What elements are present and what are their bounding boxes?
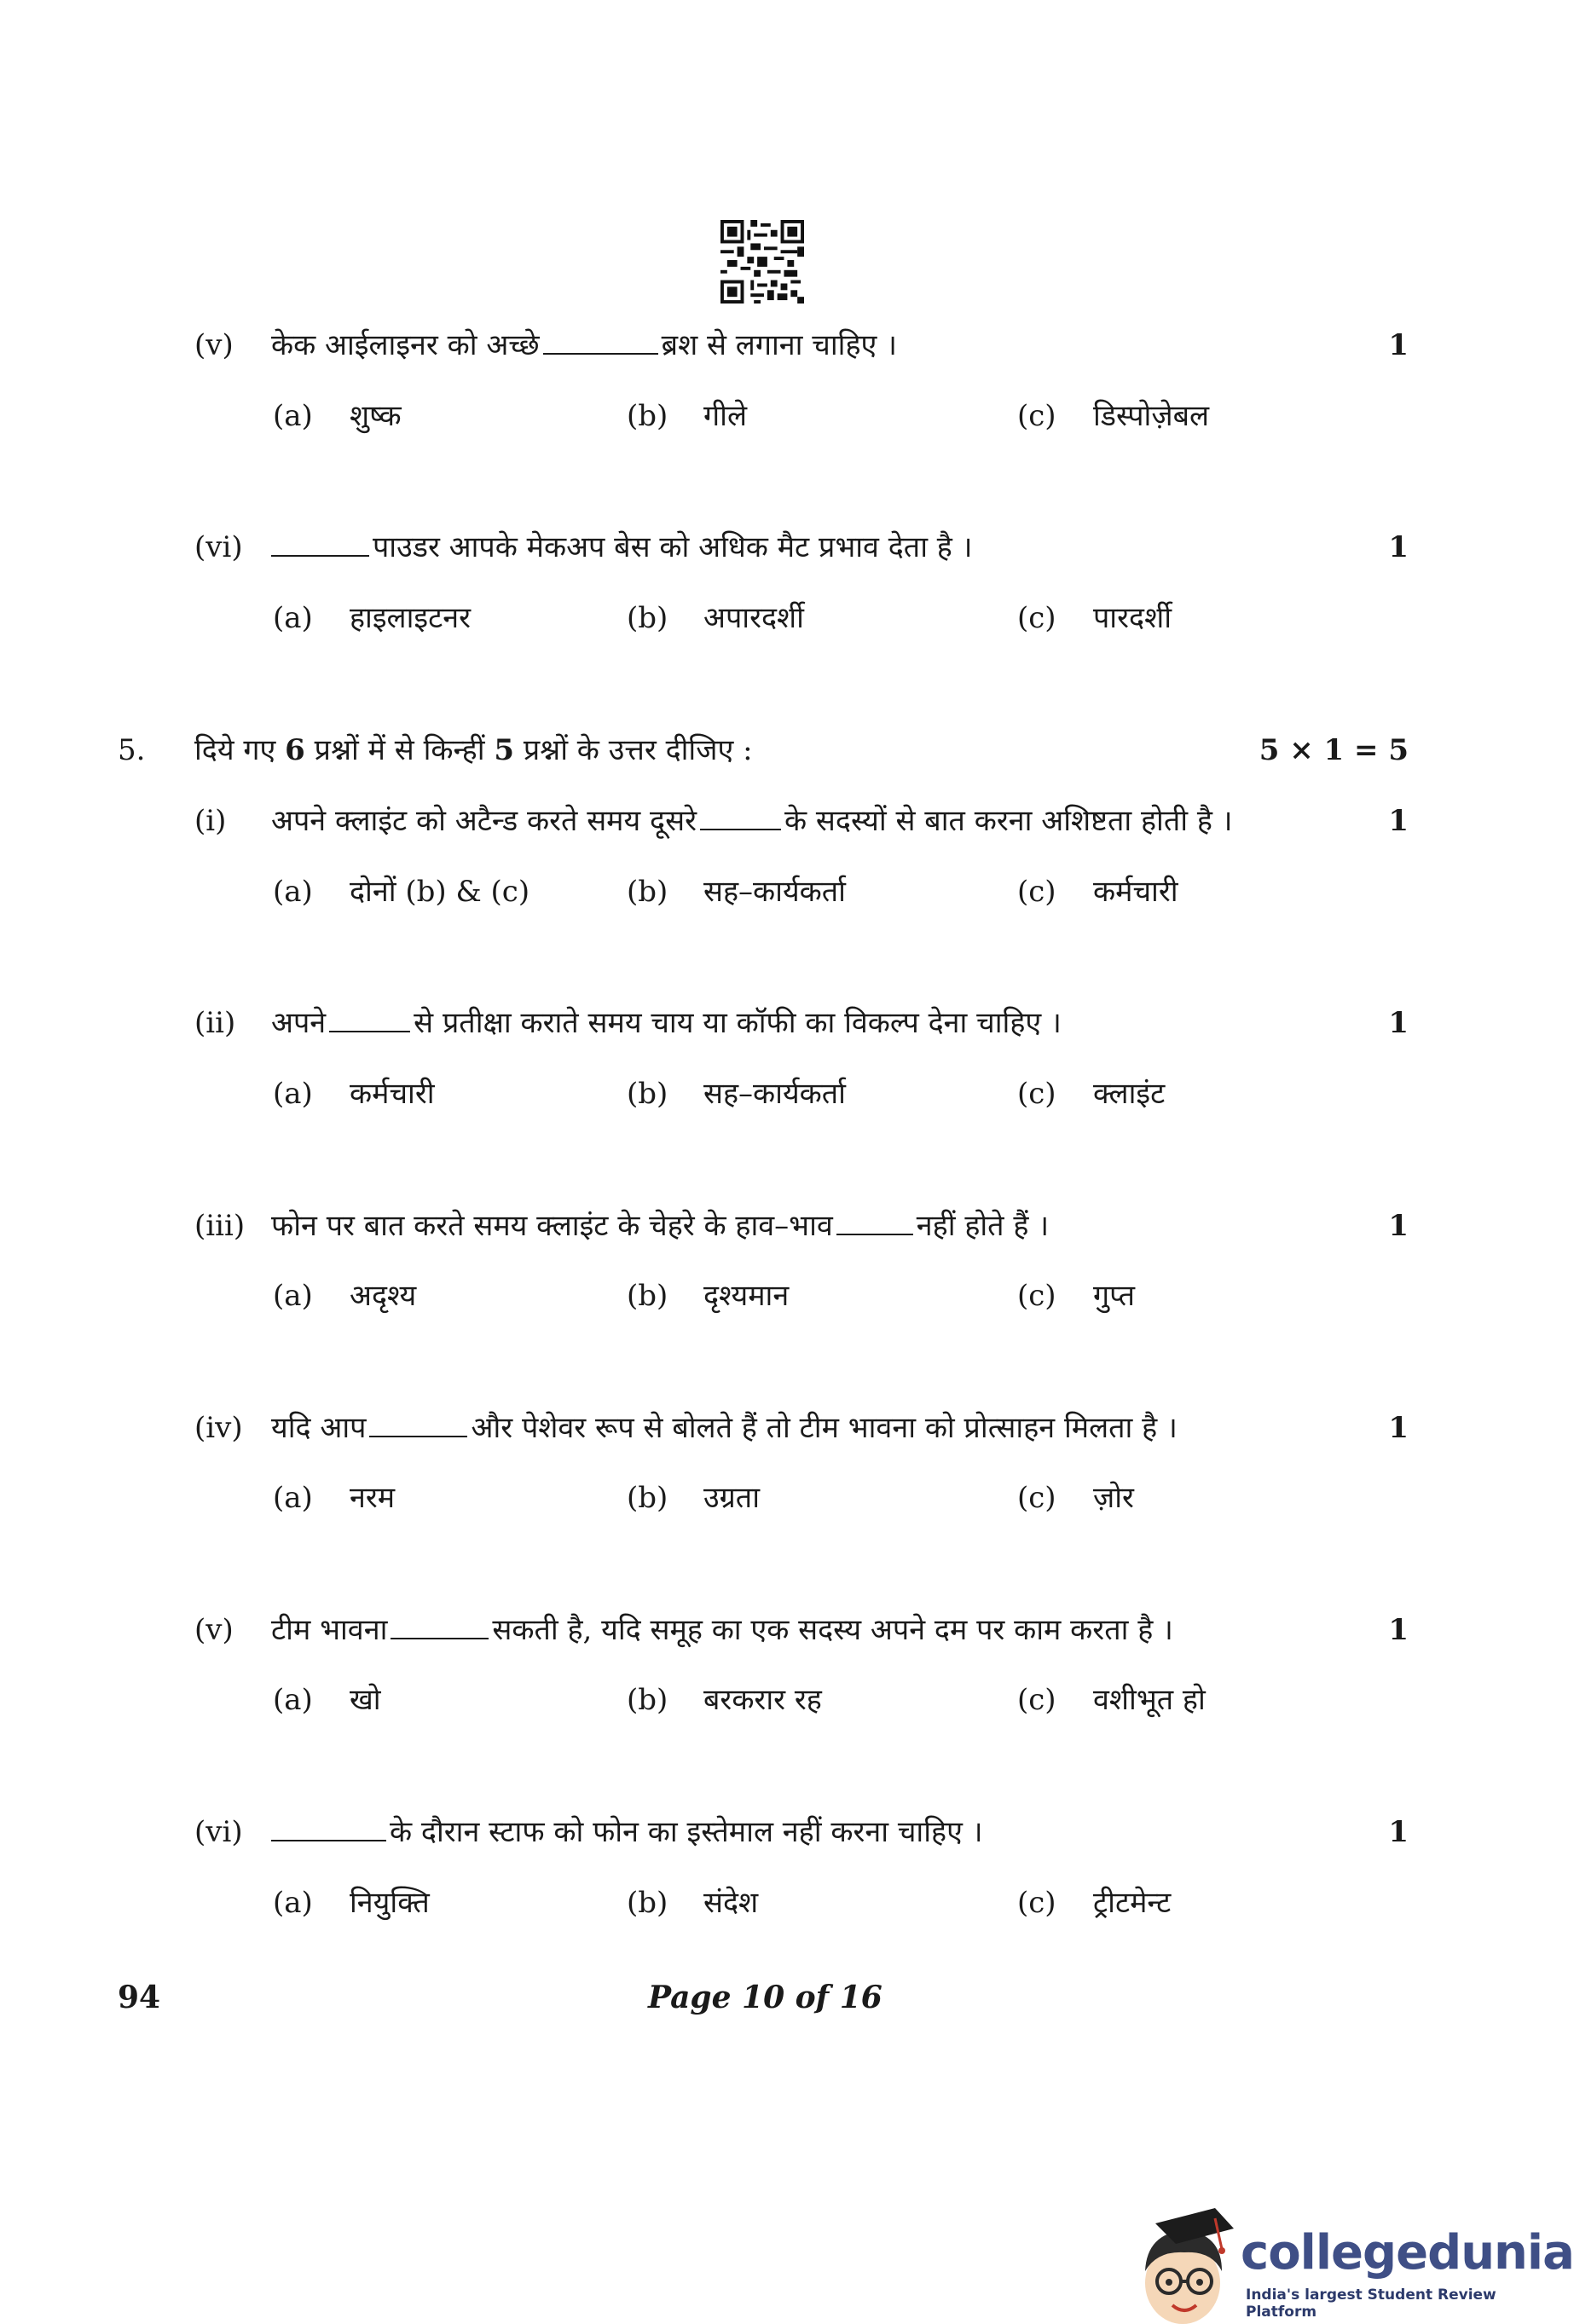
option-label: (a) bbox=[273, 399, 313, 433]
option-label: (b) bbox=[627, 1279, 668, 1313]
question-number: (i) bbox=[194, 804, 227, 838]
option-text: पारदर्शी bbox=[1093, 601, 1172, 635]
option-text: वशीभूत हो bbox=[1093, 1683, 1206, 1717]
question-marks: 1 bbox=[1388, 328, 1409, 362]
option-text: नरम bbox=[350, 1481, 396, 1515]
question-marks: 1 bbox=[1388, 804, 1409, 838]
question-marks: 1 bbox=[1388, 1209, 1409, 1243]
option-text: गीले bbox=[703, 399, 747, 433]
question-marks: 1 bbox=[1388, 530, 1409, 564]
option-text: अपारदर्शी bbox=[703, 601, 804, 635]
option-label: (b) bbox=[627, 1481, 668, 1515]
option-text: डिस्पोज़ेबल bbox=[1093, 399, 1210, 433]
question-text-pre: अपने क्लाइंट को अटैन्ड करते समय दूसरे bbox=[271, 804, 697, 838]
mascot-icon bbox=[1130, 2200, 1241, 2324]
option-text: सह–कार्यकर्ता bbox=[703, 1077, 846, 1111]
brand-tagline: India's largest Student Review Platform bbox=[1246, 2286, 1496, 2321]
question-number: (iii) bbox=[194, 1209, 246, 1243]
option-text: खो bbox=[350, 1683, 381, 1717]
question-text-post: से प्रतीक्षा कराते समय चाय या कॉफी का विकल्प देना चाहिए । bbox=[414, 1006, 1062, 1040]
question-text-post: सकती है, यदि समूह का एक सदस्य अपने दम पर काम करता है । bbox=[492, 1613, 1173, 1647]
option-text: कर्मचारी bbox=[350, 1077, 435, 1111]
question-text bbox=[271, 328, 897, 362]
question-text-pre: केक आईलाइनर को अच्छे bbox=[271, 328, 540, 362]
option-label: (b) bbox=[627, 1886, 668, 1920]
question-number: (v) bbox=[194, 328, 234, 362]
option-label: (a) bbox=[273, 875, 313, 909]
question-text bbox=[271, 1613, 1173, 1647]
answer-blank bbox=[391, 1614, 489, 1639]
qr-code-icon bbox=[720, 220, 804, 304]
answer-blank bbox=[700, 805, 781, 830]
option-text: सह–कार्यकर्ता bbox=[703, 875, 846, 909]
answer-blank bbox=[271, 531, 369, 557]
instruction-mid: प्रश्नों में से किन्हीं bbox=[314, 733, 485, 767]
option-text: संदेश bbox=[703, 1886, 759, 1920]
answer-blank bbox=[271, 1816, 386, 1841]
question-number: (v) bbox=[194, 1613, 234, 1647]
option-label: (c) bbox=[1017, 1683, 1056, 1717]
question-text-pre: अपने bbox=[271, 1006, 327, 1040]
option-label: (a) bbox=[273, 1886, 313, 1920]
option-label: (c) bbox=[1017, 601, 1056, 635]
answer-blank bbox=[329, 1007, 410, 1032]
collegedunia-logo[interactable] bbox=[1130, 2200, 1574, 2324]
instruction-count-attempt: 5 bbox=[494, 733, 514, 767]
answer-blank bbox=[543, 329, 658, 355]
option-label: (a) bbox=[273, 1279, 313, 1313]
question-text-post: के दौरान स्टाफ को फोन का इस्तेमाल नहीं करना चाहिए । bbox=[390, 1815, 983, 1849]
answer-blank bbox=[369, 1412, 467, 1437]
question-text-pre: यदि आप bbox=[271, 1411, 367, 1445]
question-text-post: और पेशेवर रूप से बोलते हैं तो टीम भावना को प्रोत्साहन मिलता है । bbox=[471, 1411, 1178, 1445]
paper-code: 94 bbox=[118, 1980, 161, 2015]
question-text bbox=[271, 1815, 983, 1849]
question-number: (iv) bbox=[194, 1411, 243, 1445]
option-label: (c) bbox=[1017, 1481, 1056, 1515]
question-text-post: नहीं होते हैं । bbox=[916, 1209, 1050, 1243]
question-text bbox=[271, 1411, 1178, 1445]
option-label: (b) bbox=[627, 1077, 668, 1111]
option-text: नियुक्ति bbox=[350, 1886, 430, 1920]
question-text-post: पाउडर आपके मेकअप बेस को अधिक मैट प्रभाव देता है । bbox=[373, 530, 973, 564]
question-marks: 1 bbox=[1388, 1815, 1409, 1849]
question-text bbox=[271, 1209, 1049, 1243]
question-number: (vi) bbox=[194, 530, 243, 564]
instruction-count-total: 6 bbox=[285, 733, 305, 767]
option-text: दोनों (b) & (c) bbox=[350, 875, 530, 909]
option-text: हाइलाइटनर bbox=[350, 601, 472, 635]
option-label: (c) bbox=[1017, 1886, 1056, 1920]
question-text-post: ब्रश से लगाना चाहिए । bbox=[661, 328, 898, 362]
question-text-post: के सदस्यों से बात करना अशिष्टता होती है । bbox=[784, 804, 1233, 838]
section-marks: 5 × 1 = 5 bbox=[1259, 733, 1409, 767]
option-text: बरकरार रह bbox=[703, 1683, 822, 1717]
option-label: (c) bbox=[1017, 399, 1056, 433]
question-text-pre: फोन पर बात करते समय क्लाइंट के चेहरे के हाव–भाव bbox=[271, 1209, 833, 1243]
option-label: (b) bbox=[627, 875, 668, 909]
answer-blank bbox=[836, 1210, 913, 1235]
section-number: 5. bbox=[118, 733, 146, 767]
question-text-pre: टीम भावना bbox=[271, 1613, 388, 1647]
option-text: गुप्त bbox=[1093, 1279, 1135, 1313]
question-number: (vi) bbox=[194, 1815, 243, 1849]
question-marks: 1 bbox=[1388, 1411, 1409, 1445]
option-label: (c) bbox=[1017, 875, 1056, 909]
option-label: (a) bbox=[273, 1683, 313, 1717]
option-text: दृश्यमान bbox=[703, 1279, 790, 1313]
question-text bbox=[271, 804, 1233, 838]
question-text bbox=[271, 530, 973, 564]
brand-name: collegedunia bbox=[1241, 2225, 1574, 2281]
page-number: Page 10 of 16 bbox=[648, 1980, 882, 2015]
instruction-pre: दिये गए bbox=[194, 733, 276, 767]
option-label: (b) bbox=[627, 399, 668, 433]
question-number: (ii) bbox=[194, 1006, 236, 1040]
instruction-post: प्रश्नों के उत्तर दीजिए : bbox=[523, 733, 753, 767]
option-text: क्लाइंट bbox=[1093, 1077, 1166, 1111]
question-marks: 1 bbox=[1388, 1613, 1409, 1647]
section-instruction bbox=[194, 733, 753, 767]
option-label: (c) bbox=[1017, 1279, 1056, 1313]
option-text: शुष्क bbox=[350, 399, 402, 433]
option-label: (b) bbox=[627, 601, 668, 635]
option-label: (a) bbox=[273, 1077, 313, 1111]
question-text bbox=[271, 1006, 1062, 1040]
option-label: (c) bbox=[1017, 1077, 1056, 1111]
option-text: उग्रता bbox=[703, 1481, 760, 1515]
option-text: ट्रीटमेन्ट bbox=[1093, 1886, 1172, 1920]
option-text: कर्मचारी bbox=[1093, 875, 1178, 909]
question-marks: 1 bbox=[1388, 1006, 1409, 1040]
option-label: (a) bbox=[273, 601, 313, 635]
option-label: (b) bbox=[627, 1683, 668, 1717]
option-label: (a) bbox=[273, 1481, 313, 1515]
option-text: ज़ोर bbox=[1093, 1481, 1134, 1515]
option-text: अदृश्य bbox=[350, 1279, 417, 1313]
